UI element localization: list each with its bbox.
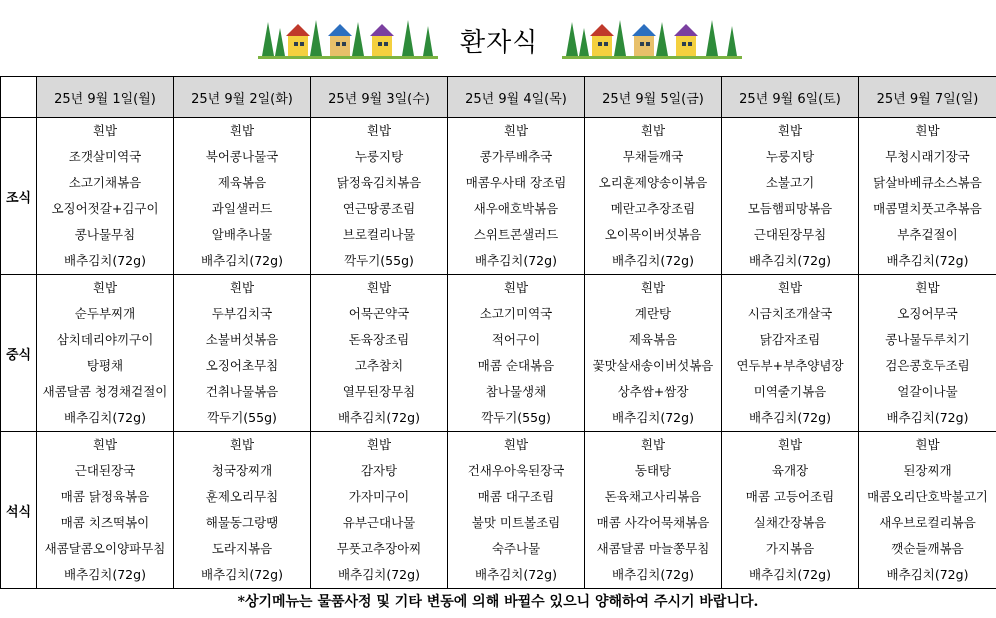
menu-item: 가지볶음 xyxy=(765,541,815,556)
menu-item: 꽃맛살새송이버섯볶음 xyxy=(592,358,714,373)
day-header: 25년 9월 3일(수) xyxy=(311,77,448,118)
menu-item: 배추김치(72g) xyxy=(749,567,831,582)
menu-item: 흰밥 xyxy=(915,280,940,295)
menu-item: 배추김치(72g) xyxy=(64,410,146,425)
menu-item: 흰밥 xyxy=(777,123,803,138)
menu-item: 누룽지탕 xyxy=(354,149,404,164)
menu-cell xyxy=(37,432,174,589)
menu-item: 연두부+부추양념장 xyxy=(736,358,844,373)
menu-item: 얼갈이나물 xyxy=(897,384,958,399)
menu-item: 배추김치(72g) xyxy=(612,567,694,582)
menu-cell xyxy=(722,432,859,589)
menu-item: 매콤 고등어조림 xyxy=(745,489,835,504)
menu-item: 새콤달콤 청경채겉절이 xyxy=(42,384,168,399)
menu-item: 열무된장무침 xyxy=(342,384,416,399)
menu-item: 배추김치(72g) xyxy=(749,410,831,425)
menu-item: 콩나물무침 xyxy=(74,227,136,242)
menu-cell xyxy=(585,118,722,275)
day-header: 25년 9월 6일(토) xyxy=(722,77,859,118)
menu-item: 깍두기(55g) xyxy=(344,253,414,268)
menu-item: 매콤 대구조림 xyxy=(477,489,555,504)
menu-item: 도라지볶음 xyxy=(211,541,273,556)
menu-item: 소불고기 xyxy=(765,175,815,190)
menu-item: 두부김치국 xyxy=(211,306,273,321)
menu-item: 검은콩호두조림 xyxy=(885,358,970,373)
menu-item: 흰밥 xyxy=(503,280,529,295)
menu-item: 흰밥 xyxy=(503,437,529,452)
menu-item: 흰밥 xyxy=(777,280,803,295)
menu-item: 유부근대나물 xyxy=(342,515,416,530)
menu-item: 배추김치(72g) xyxy=(64,567,146,582)
menu-item: 제육볶음 xyxy=(628,332,678,347)
menu-item: 배추김치(72g) xyxy=(338,567,420,582)
menu-cell xyxy=(311,432,448,589)
menu-item: 닭살바베큐소스볶음 xyxy=(873,175,982,190)
menu-item: 고추참치 xyxy=(354,358,404,373)
menu-item: 오징어무국 xyxy=(897,306,958,321)
menu-item: 메란고추장조림 xyxy=(610,201,696,216)
menu-item: 매콤오리단호박불고기 xyxy=(867,489,988,504)
menu-item: 배추김치(72g) xyxy=(612,410,694,425)
meal-row xyxy=(1,432,996,589)
menu-cell xyxy=(585,275,722,432)
menu-cell xyxy=(722,275,859,432)
menu-item: 무청시래기장국 xyxy=(885,149,970,164)
menu-item: 근대된장무침 xyxy=(753,227,827,242)
menu-item: 흰밥 xyxy=(92,123,118,138)
menu-cell xyxy=(859,275,996,432)
menu-item: 과일샐러드 xyxy=(211,201,273,216)
menu-item: 흰밥 xyxy=(92,437,118,452)
menu-item: 연근땅콩조림 xyxy=(342,201,416,216)
menu-item: 배추김치(72g) xyxy=(475,253,557,268)
menu-item: 깍두기(55g) xyxy=(207,410,277,425)
menu-item: 오이목이버섯볶음 xyxy=(604,227,702,242)
menu-item: 흰밥 xyxy=(229,123,255,138)
menu-item: 매콤 치즈떡볶이 xyxy=(60,515,150,530)
menu-table xyxy=(0,76,996,589)
menu-item: 삼치데리야끼구이 xyxy=(56,332,154,347)
menu-item: 콩나물두루치기 xyxy=(885,332,970,347)
menu-cell xyxy=(311,118,448,275)
day-header: 25년 9월 7일(일) xyxy=(859,77,996,118)
menu-item: 닭감자조림 xyxy=(759,332,821,347)
menu-item: 배추김치(72g) xyxy=(886,567,969,582)
menu-item: 숙주나물 xyxy=(491,541,541,556)
menu-item: 매콤멸치풋고추볶음 xyxy=(873,201,982,216)
menu-item: 콩가루배추국 xyxy=(479,149,553,164)
menu-cell xyxy=(311,275,448,432)
menu-item: 매콤 닭정육볶음 xyxy=(60,489,150,504)
menu-item: 무채들깨국 xyxy=(622,149,684,164)
menu-item: 제육볶음 xyxy=(217,175,267,190)
menu-item: 흰밥 xyxy=(229,437,255,452)
menu-item: 흰밥 xyxy=(640,280,666,295)
menu-cell xyxy=(174,275,311,432)
menu-item: 미역줄기볶음 xyxy=(753,384,827,399)
menu-item: 불맛 미트볼조림 xyxy=(471,515,561,530)
meal-label: 조식 xyxy=(1,118,37,275)
meal-row xyxy=(1,275,996,432)
menu-item: 청국장찌개 xyxy=(211,463,273,478)
menu-item: 해물동그랑땡 xyxy=(205,515,279,530)
menu-item: 배추김치(72g) xyxy=(64,253,146,268)
menu-item: 흰밥 xyxy=(915,437,940,452)
menu-item: 배추김치(72g) xyxy=(886,410,969,425)
menu-item: 건새우아욱된장국 xyxy=(467,463,565,478)
menu-item: 스위트콘샐러드 xyxy=(473,227,559,242)
menu-item: 흰밥 xyxy=(366,437,392,452)
page-title: 환자식 xyxy=(460,28,539,58)
menu-item: 건취나물볶음 xyxy=(205,384,279,399)
menu-item: 계란탕 xyxy=(634,306,672,321)
menu-item: 매콤 순대볶음 xyxy=(477,358,555,373)
menu-item: 육개장 xyxy=(771,463,809,478)
menu-item: 돈육장조림 xyxy=(348,332,410,347)
menu-item: 상추쌈+쌈장 xyxy=(617,384,689,399)
menu-item: 참나물생채 xyxy=(485,384,547,399)
menu-item: 흰밥 xyxy=(915,123,940,138)
menu-item: 누룽지탕 xyxy=(765,149,815,164)
menu-item: 훈제오리무침 xyxy=(205,489,279,504)
menu-item: 새우애호박볶음 xyxy=(473,201,559,216)
menu-item: 깻순들깨볶음 xyxy=(891,541,964,556)
menu-item: 흰밥 xyxy=(92,280,118,295)
menu-cell xyxy=(448,118,585,275)
menu-item: 근대된장국 xyxy=(74,463,136,478)
menu-item: 흰밥 xyxy=(366,280,392,295)
menu-item: 부추겉절이 xyxy=(897,227,958,242)
menu-cell xyxy=(174,432,311,589)
menu-item: 배추김치(72g) xyxy=(201,253,283,268)
menu-item: 매콤 사각어묵채볶음 xyxy=(596,515,710,530)
menu-item: 가자미구이 xyxy=(348,489,410,504)
menu-item: 소고기미역국 xyxy=(479,306,553,321)
menu-item: 흰밥 xyxy=(640,123,666,138)
menu-item: 배추김치(72g) xyxy=(749,253,831,268)
menu-item: 소불버섯볶음 xyxy=(205,332,279,347)
day-header: 25년 9월 2일(화) xyxy=(174,77,311,118)
footer-notice: *상기메뉴는 물품사정 및 기타 변동에 의해 바뀔수 있으니 양해하여 주시기 바랍니다. xyxy=(237,594,759,610)
menu-item: 조갯살미역국 xyxy=(68,149,142,164)
menu-item: 닭정육김치볶음 xyxy=(336,175,422,190)
day-header-row xyxy=(1,77,996,118)
menu-item: 배추김치(72g) xyxy=(338,410,420,425)
menu-item: 배추김치(72g) xyxy=(475,567,557,582)
menu-item: 새콤달콤 마늘쫑무침 xyxy=(596,541,710,556)
menu-cell xyxy=(448,432,585,589)
menu-item: 실채간장볶음 xyxy=(753,515,827,530)
menu-item: 소고기채볶음 xyxy=(68,175,142,190)
meal-row xyxy=(1,118,996,275)
menu-cell xyxy=(859,118,996,275)
menu-item: 브로컬리나물 xyxy=(342,227,416,242)
menu-item: 매콤우사태 장조림 xyxy=(465,175,567,190)
menu-item: 적어구이 xyxy=(491,332,541,347)
menu-item: 순두부찌개 xyxy=(74,306,136,321)
menu-item: 배추김치(72g) xyxy=(612,253,694,268)
menu-item: 돈육채고사리볶음 xyxy=(604,489,702,504)
menu-item: 오징어초무침 xyxy=(205,358,279,373)
menu-item: 어묵곤약국 xyxy=(348,306,410,321)
menu-item: 시금치조개살국 xyxy=(747,306,833,321)
menu-body xyxy=(1,118,996,589)
menu-cell xyxy=(448,275,585,432)
menu-cell xyxy=(585,432,722,589)
day-header: 25년 9월 5일(금) xyxy=(585,77,722,118)
menu-item: 무풋고추장아찌 xyxy=(336,541,422,556)
meal-label: 중식 xyxy=(1,275,37,432)
menu-cell xyxy=(37,118,174,275)
menu-item: 된장찌개 xyxy=(903,463,952,478)
menu-cell xyxy=(37,275,174,432)
menu-item: 흰밥 xyxy=(777,437,803,452)
menu-item: 흰밥 xyxy=(503,123,529,138)
menu-cell xyxy=(859,432,996,589)
menu-item: 새콤달콤오이양파무침 xyxy=(44,541,166,556)
menu-item: 흰밥 xyxy=(229,280,255,295)
menu-item: 깍두기(55g) xyxy=(481,410,551,425)
menu-item: 감자탕 xyxy=(360,463,398,478)
meal-label: 석식 xyxy=(1,432,37,589)
menu-item: 탕평채 xyxy=(86,358,124,373)
menu-item: 흰밥 xyxy=(366,123,392,138)
menu-item: 오리훈제양송이볶음 xyxy=(598,175,708,190)
day-header: 25년 9월 1일(월) xyxy=(37,77,174,118)
menu-item: 배추김치(72g) xyxy=(201,567,283,582)
menu-item: 오징어젓갈+김구이 xyxy=(51,201,159,216)
corner-cell xyxy=(1,77,37,118)
menu-item: 새우브로컬리볶음 xyxy=(879,515,976,530)
menu-item: 알배추나물 xyxy=(211,227,273,242)
menu-item: 동태탕 xyxy=(634,463,672,478)
day-header: 25년 9월 4일(목) xyxy=(448,77,585,118)
menu-item: 북어콩나물국 xyxy=(205,149,279,164)
menu-item: 모듬햄피망볶음 xyxy=(747,201,833,216)
menu-cell xyxy=(174,118,311,275)
houses-and-trees-icon xyxy=(562,14,742,60)
menu-cell xyxy=(722,118,859,275)
header xyxy=(0,0,996,76)
menu-item: 배추김치(72g) xyxy=(886,253,969,268)
menu-item: 흰밥 xyxy=(640,437,666,452)
houses-and-trees-icon xyxy=(258,14,438,60)
